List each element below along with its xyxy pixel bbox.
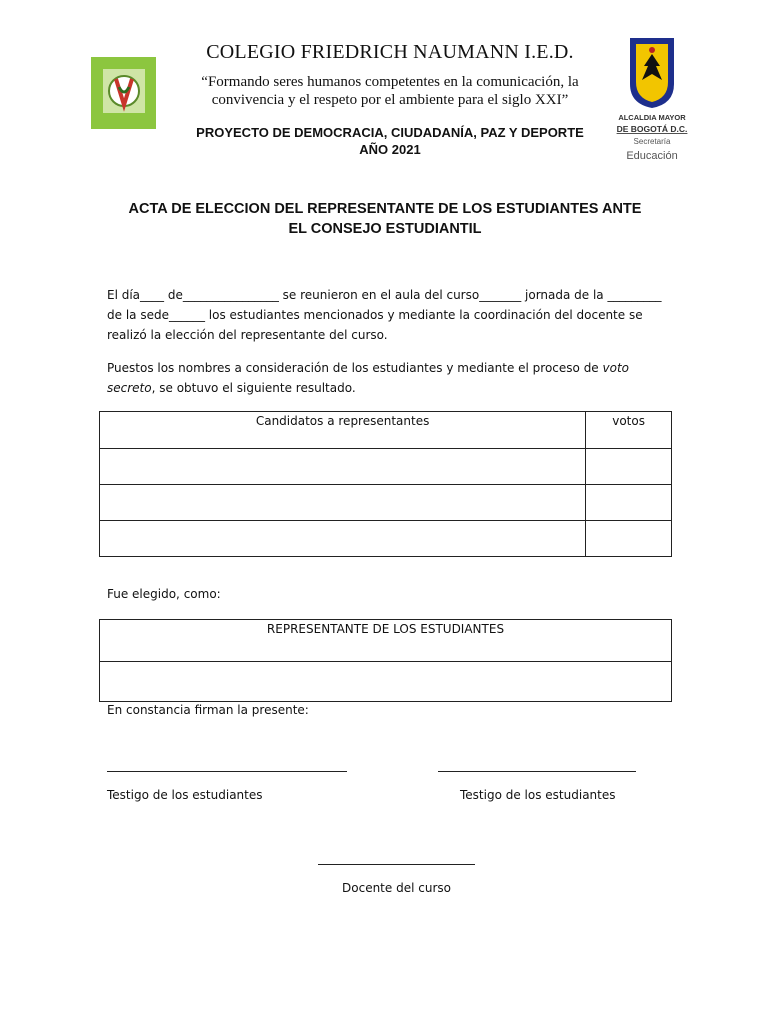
svg-text:Secretaría: Secretaría <box>633 137 671 146</box>
project-title <box>160 124 620 158</box>
table-row <box>100 662 672 702</box>
constancia-text: En constancia firman la presente: <box>107 703 309 717</box>
signature-line-teacher[interactable] <box>318 864 475 865</box>
result-paragraph <box>107 358 672 398</box>
table-row <box>100 449 672 485</box>
bogota-logo <box>612 36 692 168</box>
signature-label-teacher: Docente del curso <box>342 881 451 895</box>
svg-text:ALCALDIA MAYOR: ALCALDIA MAYOR <box>618 113 686 122</box>
candidate-cell[interactable] <box>100 449 586 485</box>
candidates-table <box>99 411 672 557</box>
table-row <box>100 521 672 557</box>
signature-label-right: Testigo de los estudiantes <box>460 788 616 802</box>
elected-label: Fue elegido, como: <box>107 587 221 601</box>
votes-cell[interactable] <box>586 449 672 485</box>
document-title-line-2: EL CONSEJO ESTUDIANTIL <box>288 221 482 237</box>
result-paragraph-text-1: Puestos los nombres a consideración de los estudiantes y mediante el proceso de <box>107 361 603 375</box>
school-motto <box>170 73 610 109</box>
secret-vote-text: voto secreto <box>107 361 630 395</box>
svg-text:Educación: Educación <box>626 150 678 162</box>
intro-paragraph: El día____ de________________ se reunieron en el aula del curso_______ jornada de la _________ de la sede______ los estudiantes mencionados y mediante la coordinación del docente se realizó la elección del representante del curso. <box>107 288 662 342</box>
representative-name-cell[interactable] <box>100 662 672 702</box>
project-year: AÑO 2021 <box>359 142 421 157</box>
candidates-column-header: Candidatos a representantes <box>100 412 586 449</box>
table-header-row <box>100 412 672 449</box>
signature-line-left[interactable] <box>107 771 347 772</box>
table-header-row <box>100 620 672 662</box>
svg-text:DE BOGOTÁ D.C.: DE BOGOTÁ D.C. <box>616 124 688 134</box>
document-title <box>100 199 670 239</box>
signature-line-right[interactable] <box>438 771 636 772</box>
representative-table <box>99 619 672 702</box>
motto-line-2: convivencia y el respeto por el ambiente para el siglo XXI” <box>211 92 569 108</box>
signature-label-left: Testigo de los estudiantes <box>107 788 263 802</box>
table-row <box>100 485 672 521</box>
project-line-1: PROYECTO DE DEMOCRACIA, CIUDADANÍA, PAZ Y DEPORTE <box>196 125 584 140</box>
representative-header: REPRESENTANTE DE LOS ESTUDIANTES <box>100 620 672 662</box>
candidate-cell[interactable] <box>100 521 586 557</box>
result-paragraph-text-2: , se obtuvo el siguiente resultado. <box>151 381 356 395</box>
votes-cell[interactable] <box>586 485 672 521</box>
motto-line-1: “Formando seres humanos competentes en la comunicación, la <box>201 74 579 90</box>
school-logo <box>91 57 156 129</box>
school-name: COLEGIO FRIEDRICH NAUMANN I.E.D. <box>206 41 574 63</box>
document-title-line-1: ACTA DE ELECCION DEL REPRESENTANTE DE LOS ESTUDIANTES ANTE <box>128 201 642 217</box>
votes-cell[interactable] <box>586 521 672 557</box>
votes-column-header: votos <box>586 412 672 449</box>
candidate-cell[interactable] <box>100 485 586 521</box>
